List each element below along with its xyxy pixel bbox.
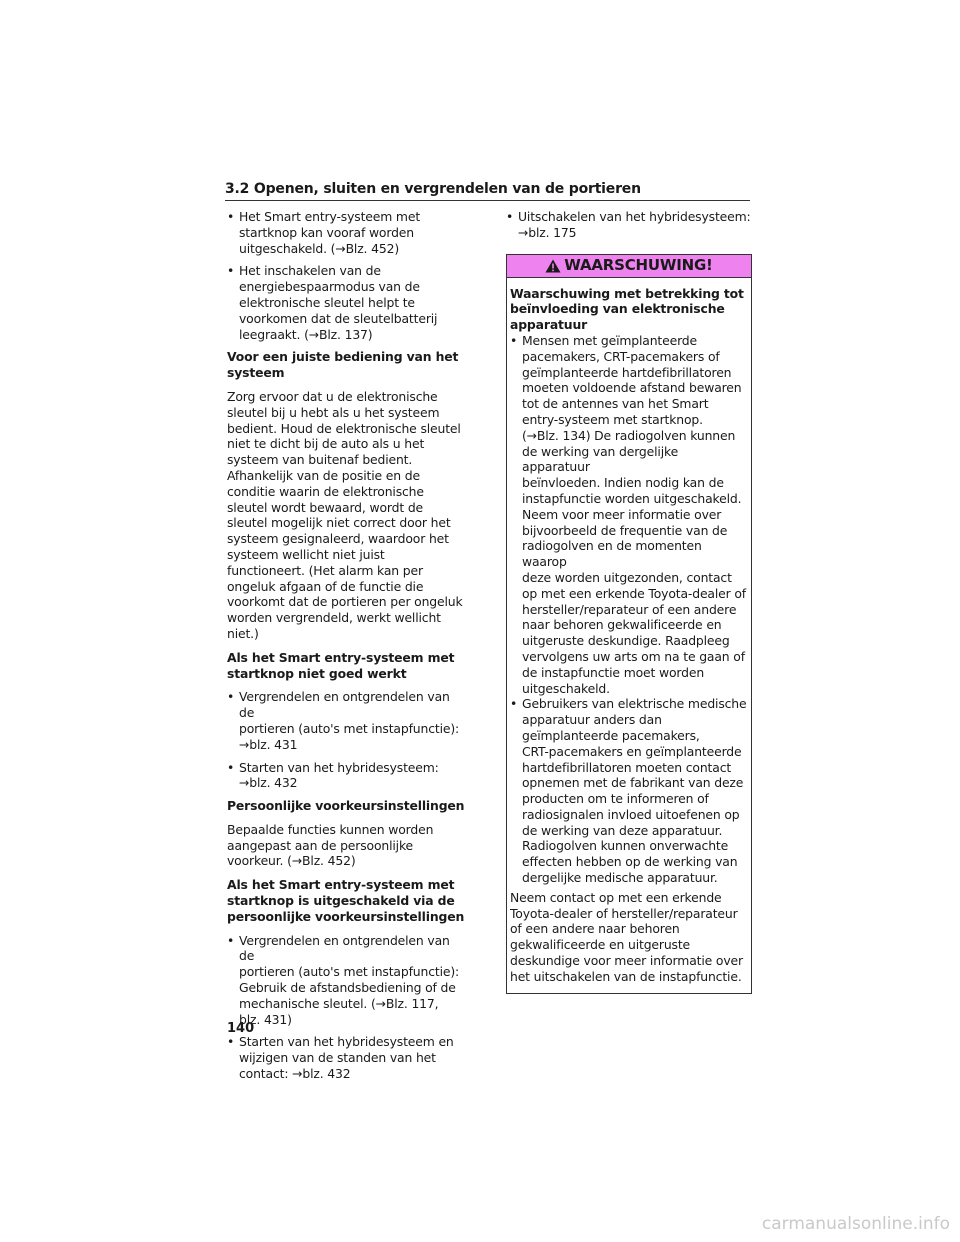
bullet-line: bijvoorbeeld de frequentie van de <box>522 522 728 538</box>
bullet-line: apparatuur anders dan <box>522 712 662 728</box>
bullet-line: startknop kan vooraf worden <box>239 224 414 240</box>
bullet-item <box>227 689 465 752</box>
bullet-line: beïnvloeden. Indien nodig kan de <box>522 475 724 491</box>
page-number: 140 <box>227 1021 255 1036</box>
bullet-line: moeten voldoende afstand bewaren <box>522 380 742 396</box>
bullet-line: • Vergrendelen en ontgrendelen van de <box>239 932 450 964</box>
warning-box <box>506 254 752 994</box>
bullet-line: • Mensen met geïmplanteerde <box>522 332 698 348</box>
watermark: carmanualsonline.info <box>761 1214 950 1234</box>
heading-personal-settings: Persoonlijke voorkeursinstellingen <box>227 798 465 814</box>
bullet-item <box>227 1034 465 1081</box>
bullet-line: Neem voor meer informatie over <box>522 506 722 522</box>
bullet-line: • Gebruikers van elektrische medische <box>522 696 747 712</box>
warning-header <box>507 255 751 278</box>
paragraph-personal-settings: Bepaalde functies kunnen worden aangepast aan de persoonlijke voorkeur. (→Blz. 452) <box>227 821 434 869</box>
bullet-line: Gebruik de afstandsbediening of de <box>239 980 456 996</box>
bullet-item <box>510 696 747 886</box>
bullet-line: tot de antennes van het Smart <box>522 396 709 412</box>
bullet-item <box>227 760 465 792</box>
bullet-list-1 <box>227 209 465 342</box>
bullet-line: geïmplanteerde pacemakers, <box>522 727 700 743</box>
bullet-line: Radiogolven kunnen onverwachte <box>522 838 729 854</box>
paragraph-correct-operation: Zorg ervoor dat u de elektronische sleutel bij u hebt als u het systeem bedient. Houd de elektronische sleutel niet te dicht bij de auto als u het systeem van buitenaf bedient. Afhankelijk van de positie en de conditie waarin de elektronische sleutel wordt bewaard, wordt de sleutel mogelijk niet correct door het systeem gesignaleerd, waardoor het systeem wellicht niet juist functioneert. (Het alarm kan per ongeluk afgaan of de functie die voorkomt dat de portieren per ongeluk worden vergrendeld, werkt wellicht niet.) <box>227 388 463 641</box>
bullet-line: instapfunctie worden uitgeschakeld. <box>522 490 742 506</box>
bullet-line: uitgeschakeld. <box>522 680 610 696</box>
heading-correct-operation: Voor een juiste bediening van het systeem <box>227 349 459 381</box>
right-column <box>506 209 752 994</box>
bullet-line: vervolgens uw arts om na te gaan of <box>522 648 745 664</box>
bullet-line: • Starten van het hybridesysteem en <box>239 1034 454 1050</box>
bullet-line: • Starten van het hybridesysteem: <box>239 759 439 775</box>
bullet-line: deze worden uitgezonden, contact <box>522 569 732 585</box>
bullet-line: entry-systeem met startknop. <box>522 411 703 427</box>
bullet-line: wijzigen van de standen van het <box>239 1050 436 1066</box>
bullet-line: leegraakt. (→Blz. 137) <box>239 326 373 342</box>
warning-heading: Waarschuwing met betrekking tot beïnvloeding van elektronische apparatuur <box>510 285 744 333</box>
bullet-item <box>227 933 465 1028</box>
bullet-list-2 <box>227 689 465 791</box>
bullet-item <box>510 333 747 696</box>
bullet-line: naar behoren gekwalificeerde en <box>522 617 722 633</box>
bullet-item <box>227 263 465 342</box>
bullet-item <box>506 209 752 241</box>
bullet-line: energiebespaarmodus van de <box>239 279 420 295</box>
bullet-line: • Het Smart entry-systeem met <box>239 209 421 224</box>
bullet-line: contact: →blz. 432 <box>239 1066 351 1082</box>
warning-icon <box>545 259 561 273</box>
bullet-line: blz. 431) <box>239 1011 292 1027</box>
left-column <box>227 209 465 1089</box>
bullet-line: opnemen met de fabrikant van deze <box>522 775 744 791</box>
bullet-line: hersteller/reparateur of een andere <box>522 601 737 617</box>
bullet-line: dergelijke medische apparatuur. <box>522 870 718 886</box>
bullet-line: • Vergrendelen en ontgrendelen van de <box>239 689 450 721</box>
bullet-line: pacemakers, CRT-pacemakers of <box>522 348 720 364</box>
bullet-line: de werking van deze apparatuur. <box>522 822 723 838</box>
bullet-line: producten om te informeren of <box>522 791 709 807</box>
bullet-line: elektronische sleutel helpt te <box>239 294 415 310</box>
bullet-line: radiosignalen invloed uitoefenen op <box>522 806 740 822</box>
bullet-list-right <box>506 209 752 241</box>
bullet-line: (→Blz. 134) De radiogolven kunnen <box>522 427 736 443</box>
bullet-line: de instapfunctie moet worden <box>522 664 705 680</box>
warning-closing: Neem contact op met een erkende Toyota-dealer of hersteller/reparateur of een andere naar behoren gekwalificeerde en uitgeruste deskundige voor meer informatie over het uitschakelen van de instapfunctie. <box>510 889 743 984</box>
bullet-line: →blz. 175 <box>518 224 577 240</box>
bullet-line: radiogolven en de momenten waarop <box>522 538 702 570</box>
bullet-line: uitgeruste deskundige. Raadpleeg <box>522 633 730 649</box>
warning-label: WAARSCHUWING! <box>564 255 713 274</box>
heading-not-working: Als het Smart entry-systeem met startknop niet goed werkt <box>227 649 455 681</box>
bullet-line: de werking van dergelijke apparatuur <box>522 443 679 475</box>
bullet-line: effecten hebben op de werking van <box>522 854 738 870</box>
bullet-line: CRT-pacemakers en geïmplanteerde <box>522 743 742 759</box>
bullet-item <box>227 209 465 256</box>
section-title: 3.2 Openen, sluiten en vergrendelen van de portieren <box>225 181 641 197</box>
bullet-line: mechanische sleutel. (→Blz. 117, <box>239 995 439 1011</box>
bullet-line: op met een erkende Toyota-dealer of <box>522 585 747 601</box>
bullet-line: voorkomen dat de sleutelbatterij <box>239 310 438 326</box>
bullet-line: →blz. 432 <box>239 775 298 791</box>
bullet-line: portieren (auto's met instapfunctie): <box>239 964 460 980</box>
warning-bullets <box>510 333 747 886</box>
bullet-line: →blz. 431 <box>239 736 298 752</box>
heading-disabled: Als het Smart entry-systeem met startknop is uitgeschakeld via de persoonlijke voorkeursinstellingen <box>227 877 465 924</box>
bullet-line: geïmplanteerde hartdefibrillatoren <box>522 364 732 380</box>
bullet-line: uitgeschakeld. (→Blz. 452) <box>239 240 400 256</box>
bullet-line: • Uitschakelen van het hybridesysteem: <box>518 209 751 224</box>
warning-body <box>507 286 751 985</box>
bullet-line: • Het inschakelen van de <box>239 263 381 279</box>
section-header <box>225 178 750 201</box>
bullet-list-3 <box>227 933 465 1082</box>
bullet-line: hartdefibrillatoren moeten contact <box>522 759 732 775</box>
bullet-line: portieren (auto's met instapfunctie): <box>239 720 460 736</box>
